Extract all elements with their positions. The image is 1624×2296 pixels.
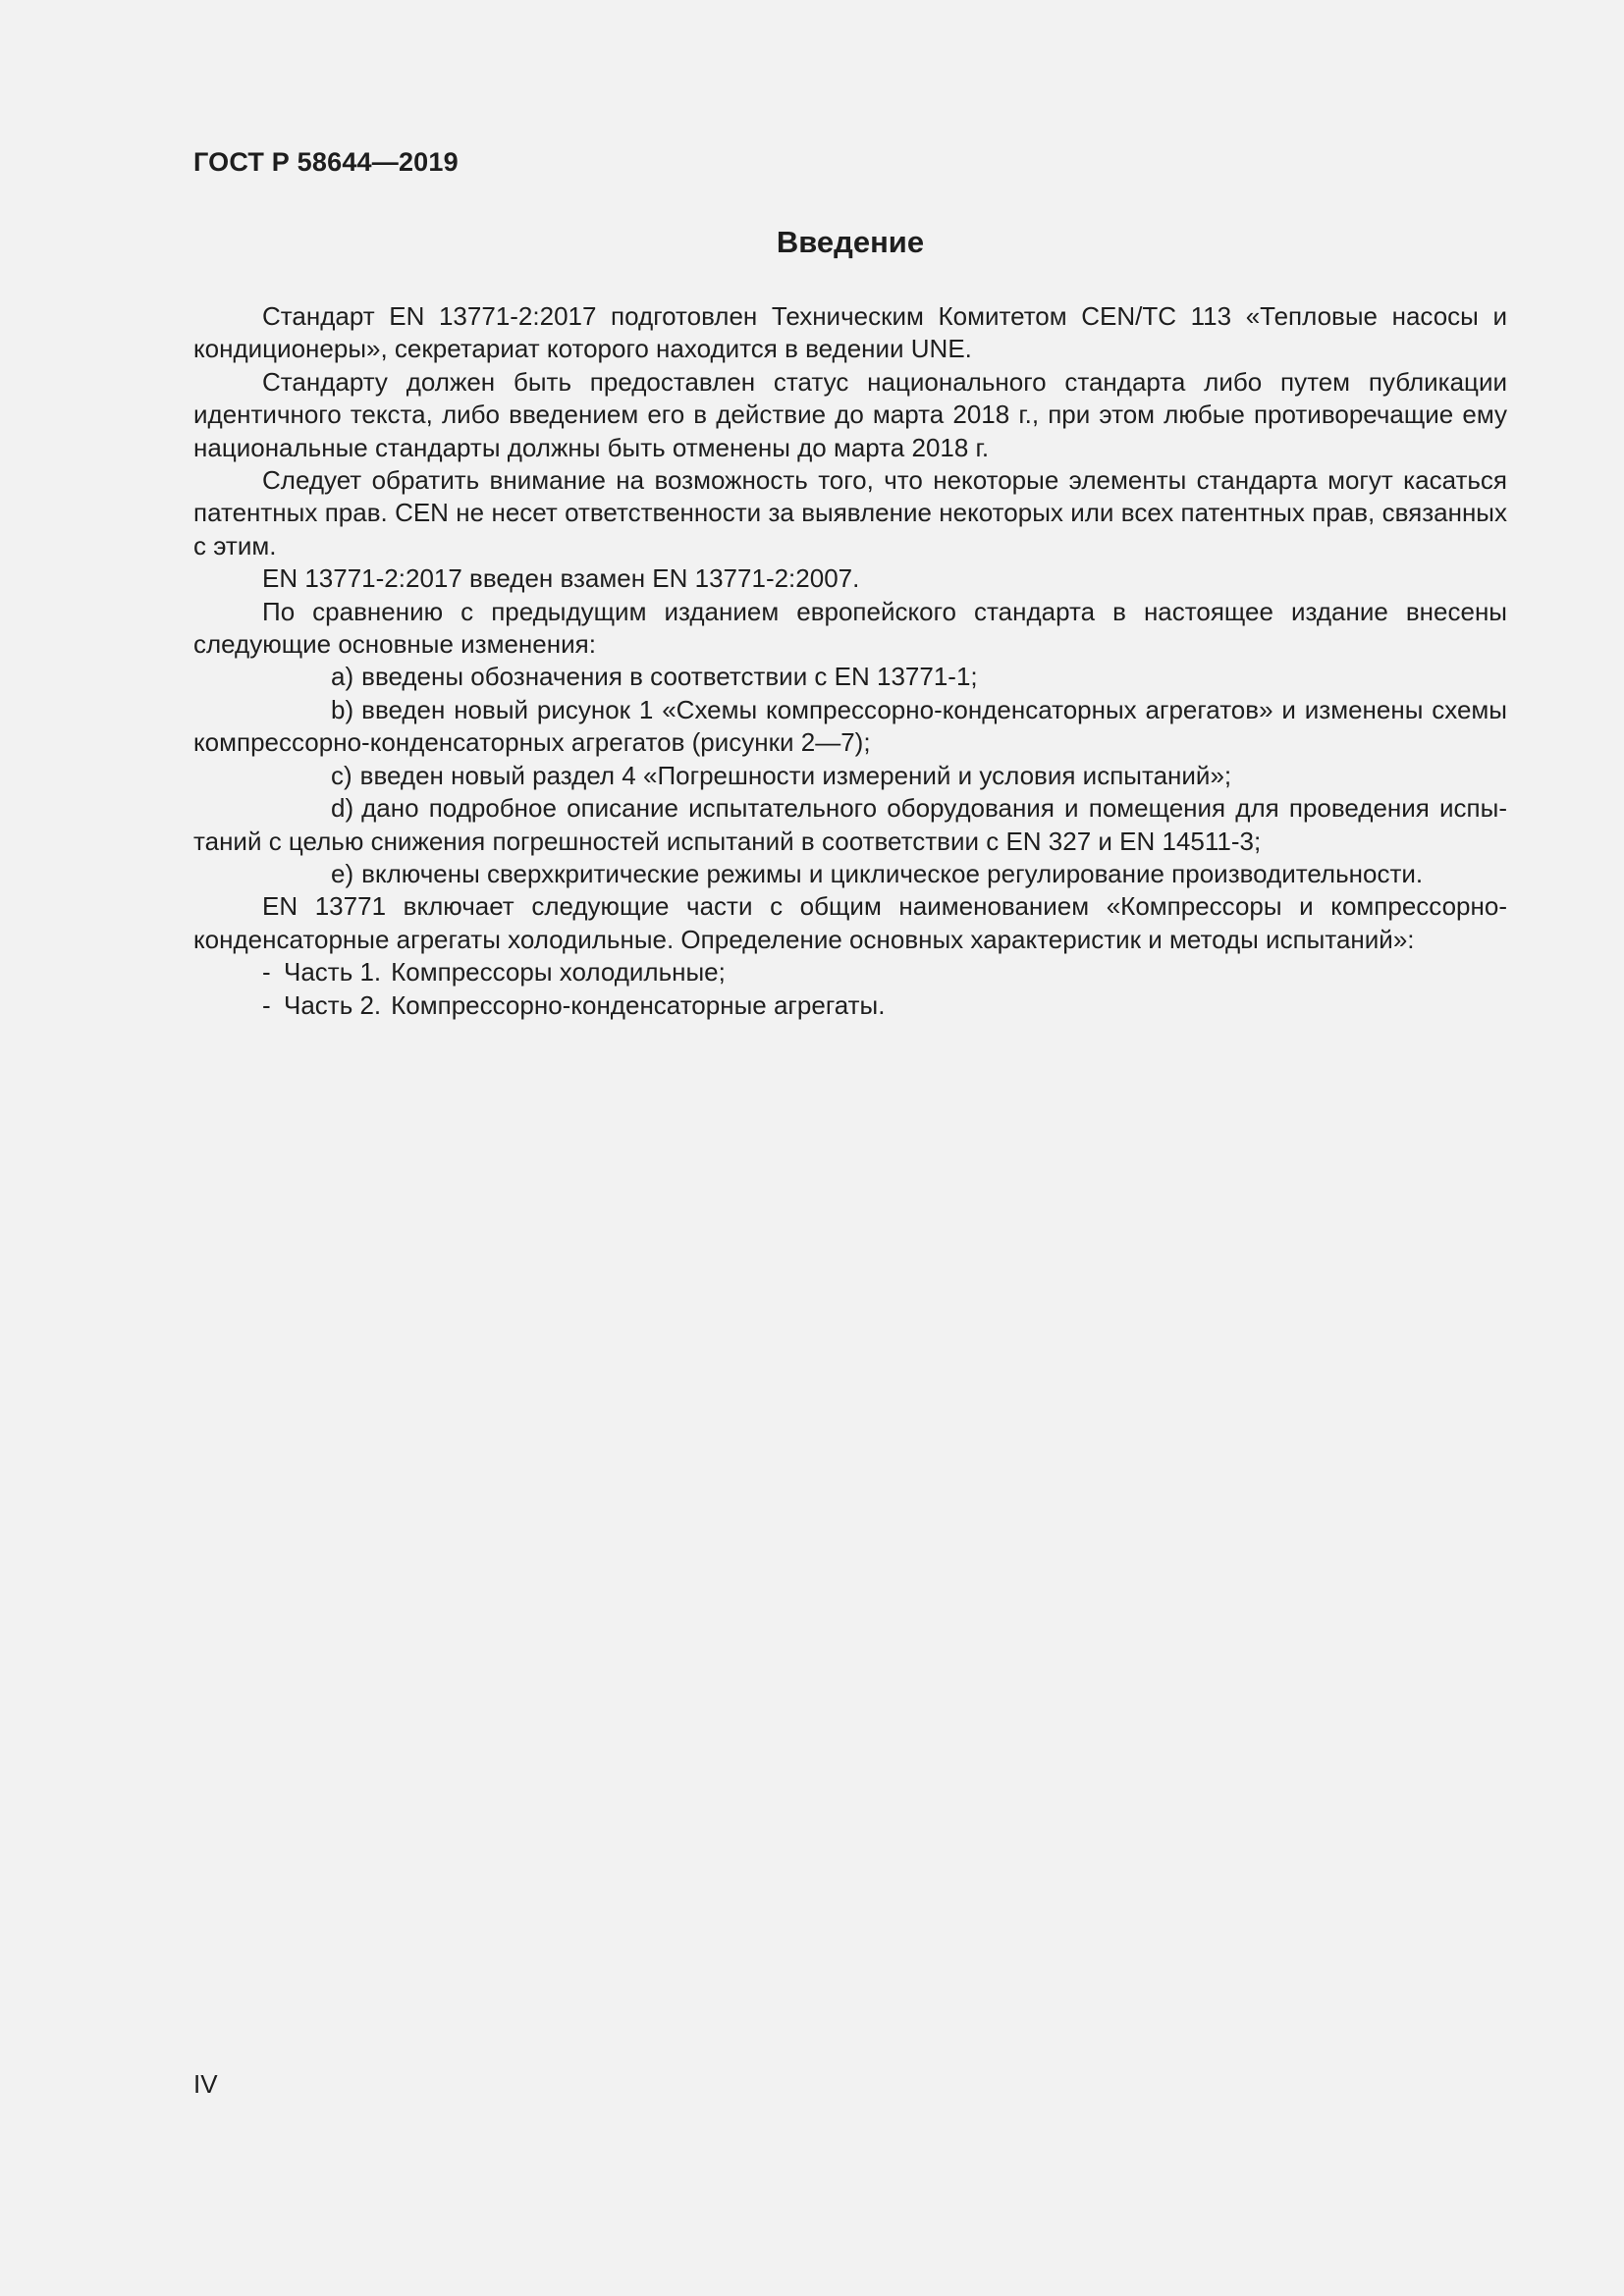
paragraph: Следует обратить внимание на возможность того, что некоторые элементы стандарта могут касаться патентных прав. CEN не несет ответственности за выявление некоторых или всех патентных прав, связанных с этим. bbox=[193, 465, 1507, 561]
change-list-item bbox=[193, 661, 1507, 693]
list-marker: b) bbox=[331, 694, 354, 724]
paragraph: Стандарту должен быть предоставлен статус национального стандарта либо путем публикации идентичного текста, либо введением его в действие до марта 2018 г., при этом любые противоречащие ему национальные стандарты должны быть отменены до марта 2018 г. bbox=[193, 366, 1507, 462]
paragraph: EN 13771-2:2017 введен взамен EN 13771-2:2007. bbox=[262, 563, 860, 594]
list-item-text: введен новый рисунок 1 «Схемы компрессорно-конденсаторных агрегатов» и изменены схемы компрессорно-конденсаторных агрегатов (рисунки 2—7); bbox=[193, 694, 1507, 758]
page-number: IV bbox=[193, 2069, 218, 2099]
list-marker: c) bbox=[331, 760, 352, 790]
list-item-text: дано подробное описание испытательного оборудования и помещения для проведения испытаний с целью снижения погрешностей испытаний в соответствии с EN 327 и EN 14511-3; bbox=[193, 793, 1507, 856]
change-list-item bbox=[193, 694, 1507, 760]
paragraph: По сравнению с предыдущим изданием европейского стандарта в настоящее издание внесены следующие основные изменения: bbox=[193, 596, 1507, 660]
part-list-item bbox=[193, 956, 1507, 988]
part-list-item bbox=[193, 989, 1507, 1022]
dash-marker: - bbox=[262, 957, 271, 988]
dash-marker: - bbox=[262, 989, 271, 1020]
change-list-item bbox=[193, 858, 1507, 890]
parts-intro-paragraph: EN 13771 включает следующие части с общим наименованием «Компрессоры и компрессорно-конденсаторные агрегаты холодильные. Определение основных характеристик и методы испытаний»: bbox=[193, 891, 1507, 954]
part-text: Компрессоры холодильные; bbox=[391, 957, 726, 988]
part-label: Часть 1. bbox=[284, 957, 382, 988]
paragraph: Стандарт EN 13771-2:2017 подготовлен Техническим Комитетом CEN/TC 113 «Тепловые насосы и кондиционеры», секретариат которого находится в ведении UNE. bbox=[193, 301, 1507, 364]
list-marker: d) bbox=[331, 793, 354, 824]
part-label: Часть 2. bbox=[284, 989, 382, 1020]
list-marker: e) bbox=[331, 858, 354, 888]
body-text bbox=[193, 300, 1507, 1022]
part-text: Компрессорно-конденсаторные агрегаты. bbox=[391, 989, 886, 1020]
document-code-header: ГОСТ Р 58644—2019 bbox=[193, 147, 459, 177]
list-item-text: включены сверхкритические режимы и циклическое регулирование производительности. bbox=[361, 858, 1424, 888]
change-list-item bbox=[193, 760, 1507, 792]
change-list-item bbox=[193, 792, 1507, 858]
document-page bbox=[193, 0, 1507, 2296]
list-item-text: введен новый раздел 4 «Погрешности измерений и условия испытаний»; bbox=[359, 760, 1232, 790]
list-item-text: введены обозначения в соответствии с EN 13771-1; bbox=[361, 662, 978, 692]
section-title: Введение bbox=[776, 225, 925, 259]
list-marker: a) bbox=[331, 662, 354, 692]
